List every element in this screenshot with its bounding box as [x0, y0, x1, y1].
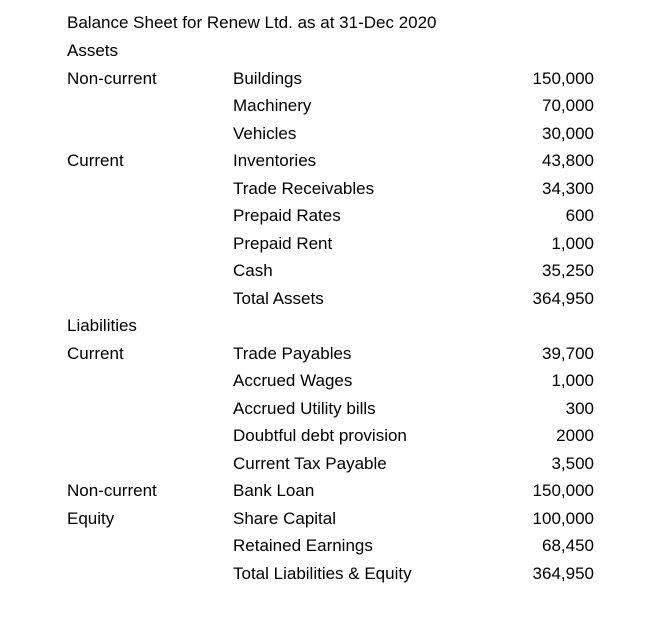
non-current-assets-label: Non-current: [67, 69, 157, 88]
liability-item-amount: 39,700: [542, 344, 594, 363]
assets-heading: Assets: [67, 41, 119, 60]
equity-label: Equity: [67, 509, 115, 528]
asset-item-amount: 34,300: [542, 179, 594, 198]
asset-item-name: Prepaid Rates: [233, 206, 341, 225]
asset-item-amount: 70,000: [542, 96, 594, 115]
asset-item-name: Machinery: [233, 96, 312, 115]
total-liabilities-equity-amount: 364,950: [532, 564, 594, 583]
asset-item-amount: 150,000: [532, 69, 594, 88]
asset-item-name: Vehicles: [233, 124, 297, 143]
asset-item-amount: 35,250: [542, 261, 594, 280]
non-current-liabilities-label: Non-current: [67, 481, 157, 500]
asset-item-name: Buildings: [233, 69, 302, 88]
liability-item-name: Current Tax Payable: [233, 454, 387, 473]
equity-item-name: Retained Earnings: [233, 536, 373, 555]
total-liabilities-equity-label: Total Liabilities & Equity: [233, 564, 412, 583]
liability-item-amount: 300: [565, 399, 594, 418]
equity-item-name: Share Capital: [233, 509, 337, 528]
equity-item-amount: 68,450: [542, 536, 594, 555]
liability-item-amount: 1,000: [551, 371, 594, 390]
liability-item-name: Doubtful debt provision: [233, 426, 407, 445]
total-assets-amount: 364,950: [532, 289, 594, 308]
liabilities-heading: Liabilities: [67, 316, 137, 335]
page-title: Balance Sheet for Renew Ltd. as at 31-Dec 2020: [67, 13, 437, 32]
asset-item-amount: 30,000: [542, 124, 594, 143]
liability-item-name: Trade Payables: [233, 344, 352, 363]
asset-item-amount: 43,800: [542, 151, 594, 170]
asset-item-amount: 600: [565, 206, 594, 225]
liability-item-name: Bank Loan: [233, 481, 315, 500]
liability-item-amount: 150,000: [532, 481, 594, 500]
equity-item-amount: 100,000: [532, 509, 594, 528]
liability-item-name: Accrued Wages: [233, 371, 353, 390]
asset-item-name: Inventories: [233, 151, 317, 170]
asset-item-name: Prepaid Rent: [233, 234, 333, 253]
asset-item-amount: 1,000: [551, 234, 594, 253]
current-liabilities-label: Current: [67, 344, 124, 363]
liability-item-amount: 3,500: [551, 454, 594, 473]
total-assets-label: Total Assets: [233, 289, 324, 308]
liability-item-amount: 2000: [556, 426, 594, 445]
asset-item-name: Cash: [233, 261, 273, 280]
liability-item-name: Accrued Utility bills: [233, 399, 376, 418]
asset-item-name: Trade Receivables: [233, 179, 375, 198]
current-assets-label: Current: [67, 151, 124, 170]
